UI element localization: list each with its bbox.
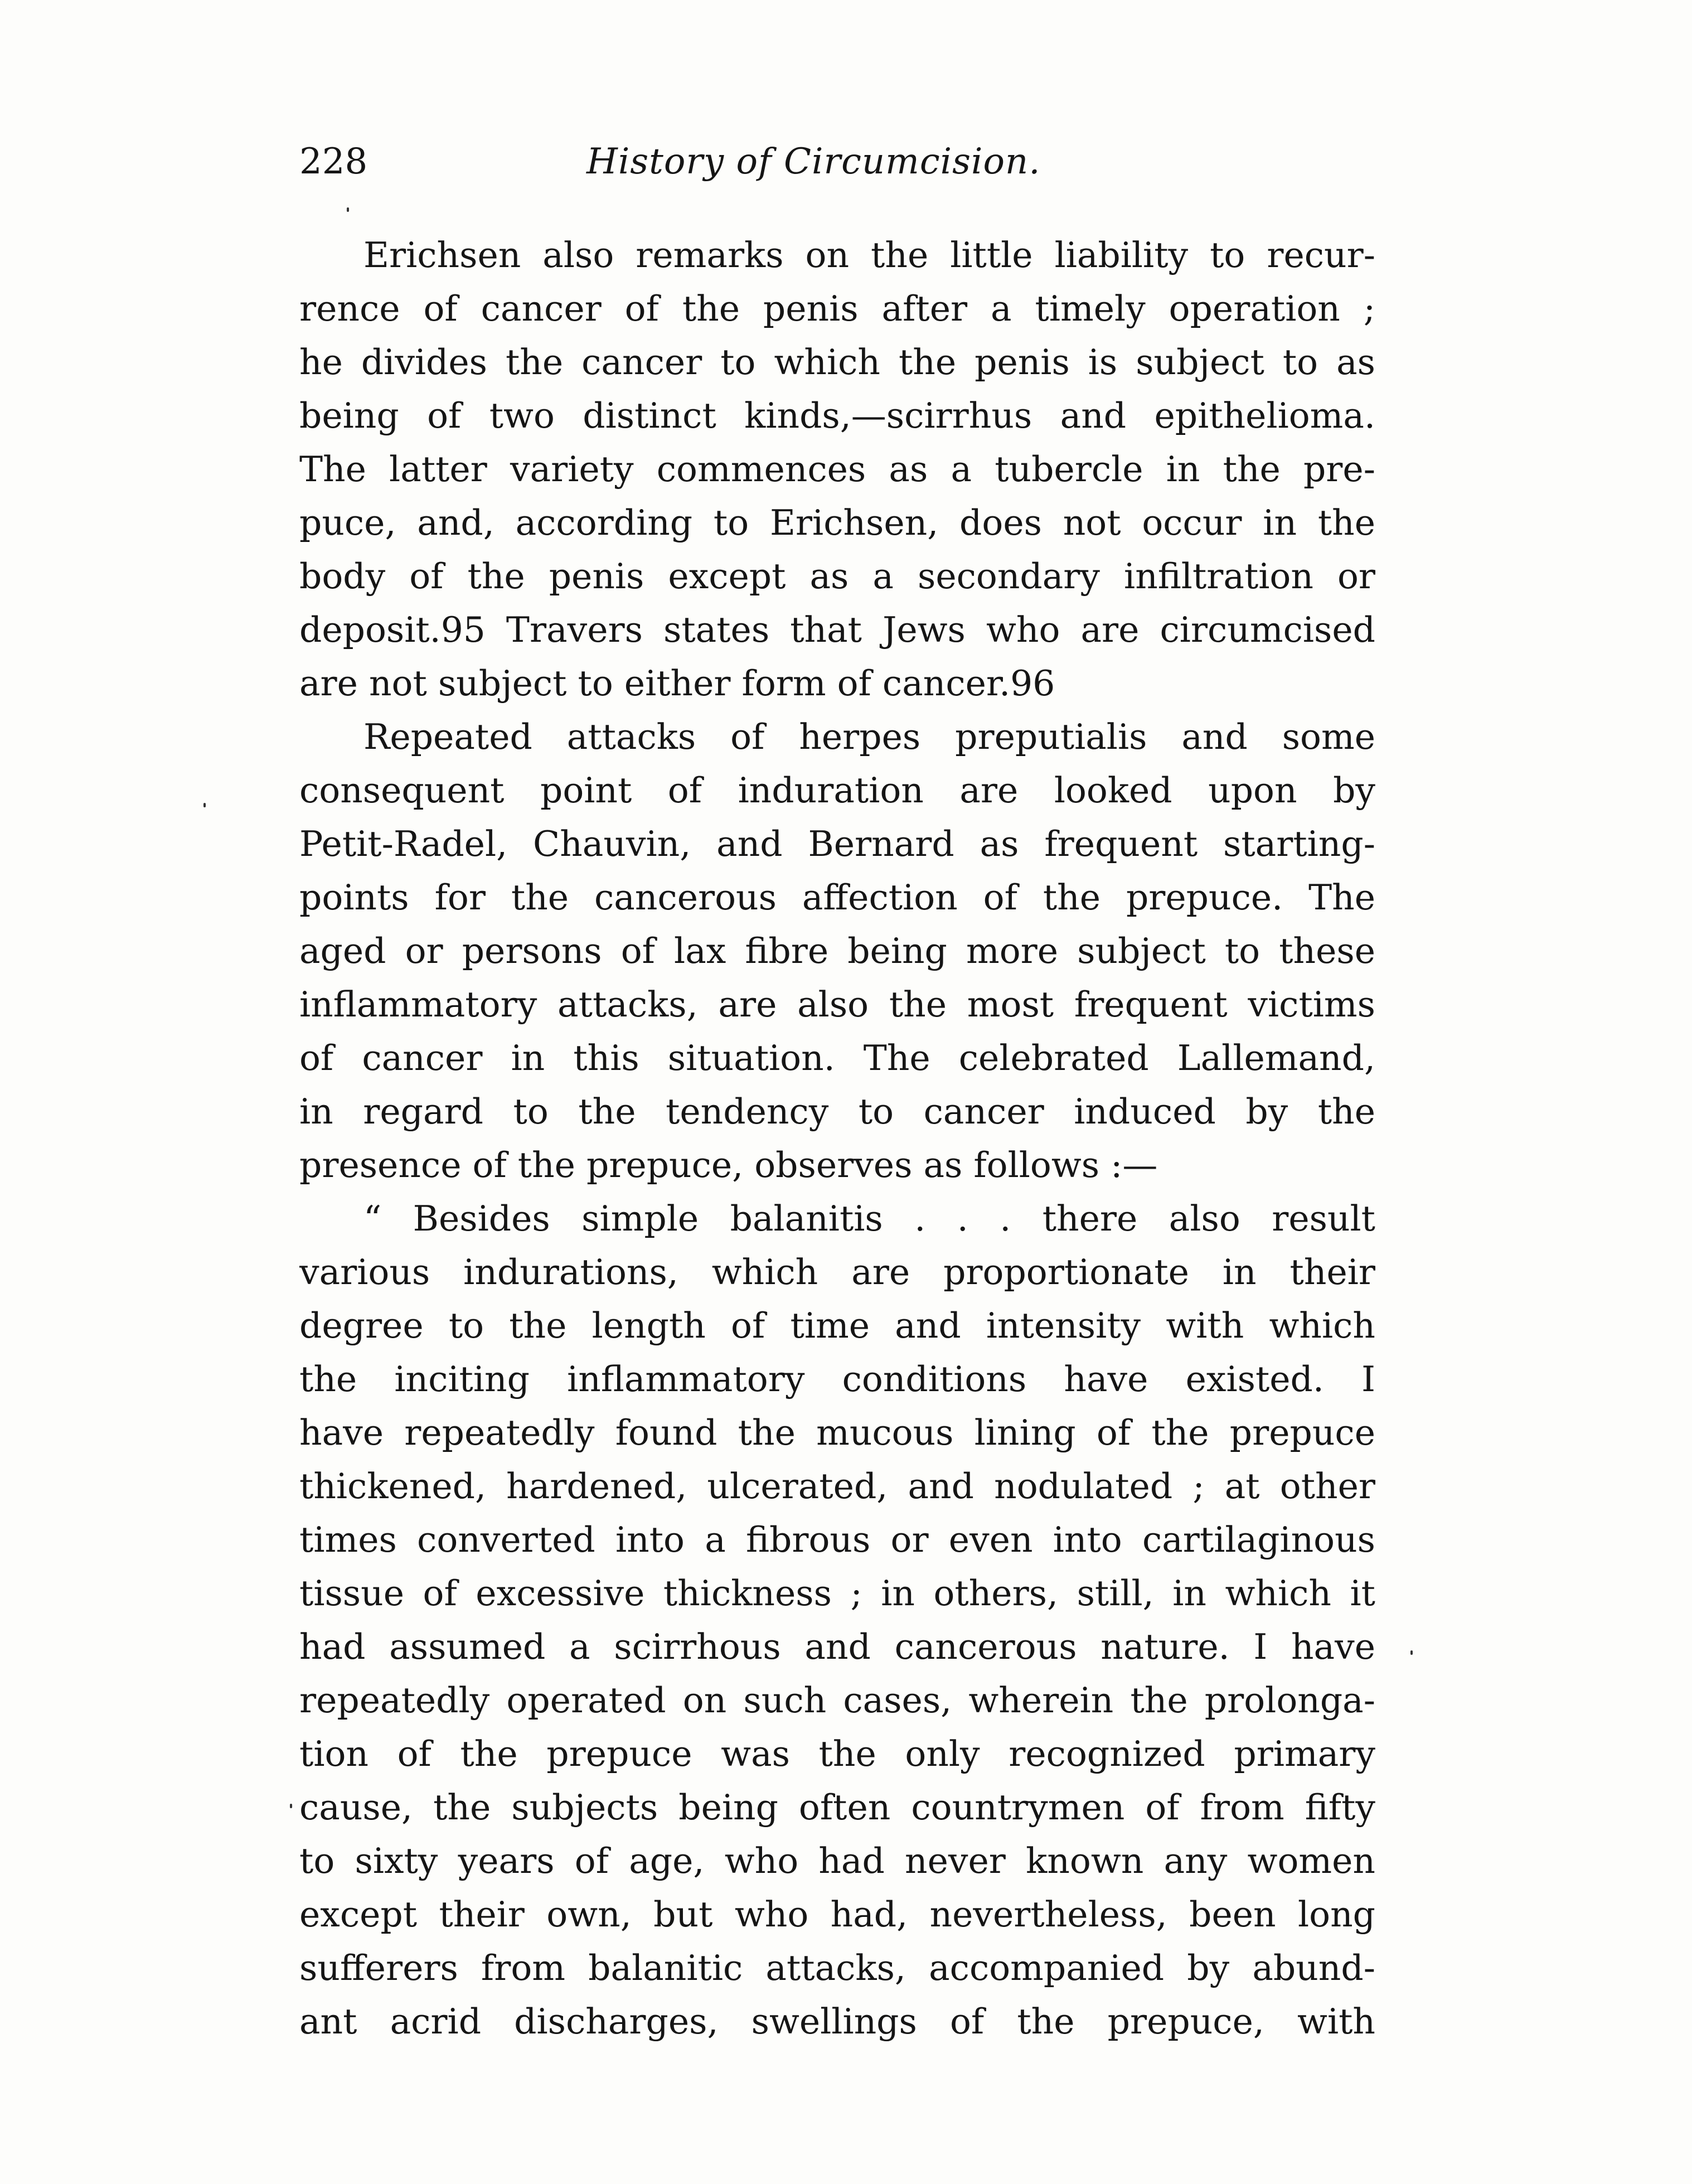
text-line: degree to the length of time and intensity with which [299, 1305, 1375, 1346]
text-line: consequent point of induration are looked upon by [299, 770, 1375, 811]
text-line: deposit.95 Travers states that Jews who are circumcised [299, 609, 1375, 650]
text-line: body of the penis except as a secondary infiltration or [299, 556, 1375, 597]
text-line: tion of the prepuce was the only recognized primary [299, 1733, 1375, 1774]
text-line: rence of cancer of the penis after a timely operation ; [299, 288, 1375, 329]
text-line: presence of the prepuce, observes as follows :— [299, 1145, 1158, 1185]
text-line: times converted into a fibrous or even into cartilaginous [299, 1519, 1375, 1560]
text-line: aged or persons of lax fibre being more subject to these [299, 931, 1375, 971]
text-line: being of two distinct kinds,—scirrhus and epithelioma. [299, 395, 1375, 436]
text-line: puce, and, according to Erichsen, does not occur in the [299, 502, 1375, 543]
text-line: various indurations, which are proportionate in their [299, 1252, 1375, 1292]
text-line: Petit-Radel, Chauvin, and Bernard as frequent starting- [299, 824, 1375, 864]
text-line: points for the cancerous affection of the prepuce. The [299, 877, 1375, 918]
text-line: are not subject to either form of cancer.96 [299, 663, 1055, 704]
running-title: History of Circumcision. [586, 141, 1041, 182]
text-line: ant acrid discharges, swellings of the prepuce, with [299, 2001, 1375, 2042]
page-number: 228 [299, 141, 368, 182]
text-line: except their own, but who had, nevertheless, been long [299, 1894, 1375, 1935]
ink-speck [347, 207, 349, 212]
text-line: to sixty years of age, who had never known any women [299, 1841, 1375, 1881]
text-line: of cancer in this situation. The celebrated Lallemand, [299, 1038, 1375, 1078]
text-line: cause, the subjects being often countrymen of from fifty [299, 1787, 1375, 1828]
text-line: repeatedly operated on such cases, wherein the prolonga- [299, 1680, 1375, 1721]
text-line: the inciting inflammatory conditions have existed. I [299, 1359, 1375, 1399]
page-header [299, 131, 1136, 192]
text-line: Erichsen also remarks on the little liability to recur- [363, 235, 1375, 275]
text-line: Repeated attacks of herpes preputialis and some [363, 716, 1375, 757]
text-line: have repeatedly found the mucous lining of the prepuce [299, 1412, 1375, 1453]
text-line: had assumed a scirrhous and cancerous nature. I have [299, 1626, 1375, 1667]
ink-speck [203, 803, 206, 807]
ink-speck [290, 1804, 292, 1808]
ink-speck [1410, 1650, 1413, 1655]
text-line: he divides the cancer to which the penis is subject to as [299, 342, 1375, 382]
text-line: tissue of excessive thickness ; in others, still, in which it [299, 1573, 1375, 1614]
text-line: sufferers from balanitic attacks, accompanied by abund- [299, 1948, 1375, 1988]
text-line: The latter variety commences as a tubercle in the pre- [299, 449, 1375, 490]
text-line: thickened, hardened, ulcerated, and nodulated ; at other [299, 1466, 1375, 1507]
text-line: inflammatory attacks, are also the most frequent victims [299, 984, 1375, 1025]
text-line: in regard to the tendency to cancer induced by the [299, 1091, 1375, 1132]
text-line: “ Besides simple balanitis . . . there also result [363, 1198, 1375, 1239]
